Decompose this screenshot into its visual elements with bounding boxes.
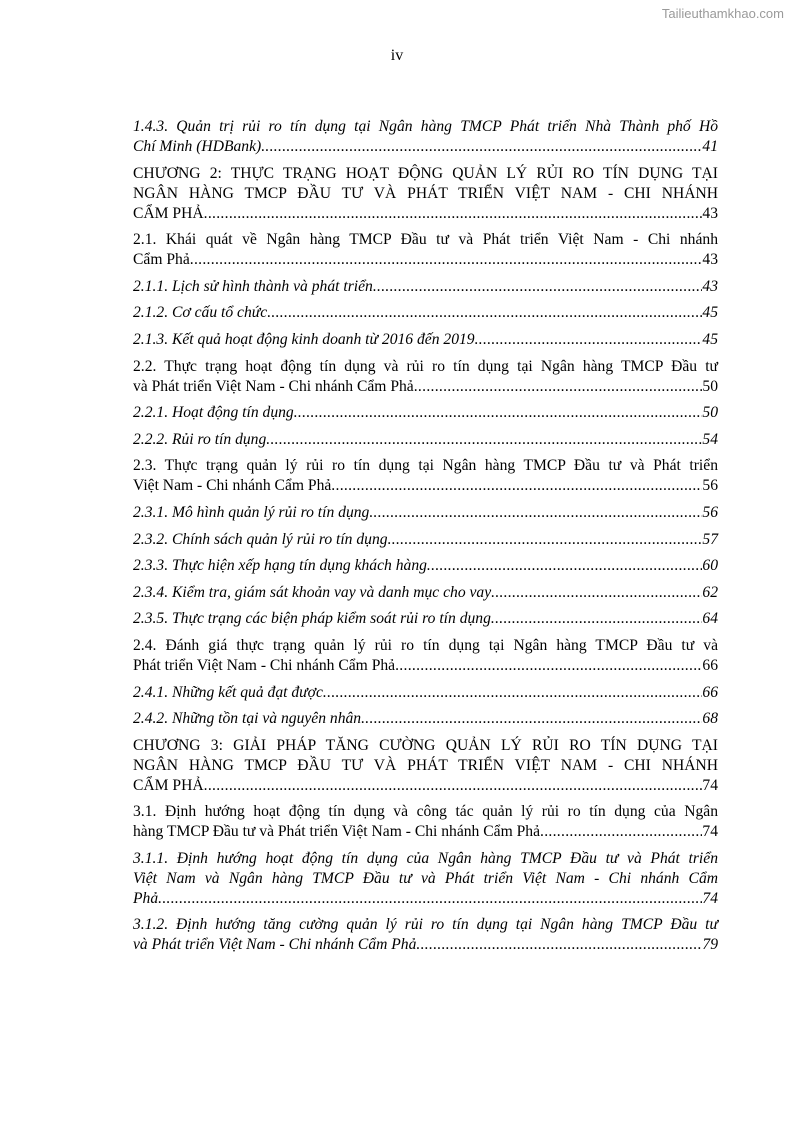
toc-entry-title: 2.3.1. Mô hình quản lý rủi ro tín dụng	[133, 503, 370, 521]
toc-entry-page-number: 43	[702, 277, 718, 295]
dot-leader	[475, 330, 703, 350]
toc-entry-page-number: 41	[702, 138, 718, 155]
toc-entry[interactable]	[133, 430, 718, 450]
toc-entry-title: 2.4.1. Những kết quả đạt được	[133, 683, 323, 701]
dot-leader	[204, 204, 703, 224]
toc-entry[interactable]	[133, 530, 718, 550]
dot-leader	[540, 822, 702, 842]
toc-entry-leader-line	[133, 656, 718, 676]
toc-entry-line: 3.1.1. Định hướng hoạt động tín dụng của Ngân hàng TMCP Đầu tư và Phát triển	[133, 849, 718, 867]
dot-leader	[491, 609, 703, 629]
toc-entry-leader-line	[133, 776, 718, 796]
toc-entry-title: 2.3.3. Thực hiện xếp hạng tín dụng khách hàng	[133, 557, 427, 575]
dot-leader	[361, 709, 702, 729]
toc-entry-title: 2.1.3. Kết quả hoạt động kinh doanh từ 2016 đến 2019	[133, 330, 475, 348]
dot-leader	[331, 476, 702, 496]
toc-entry[interactable]	[133, 915, 718, 955]
toc-entry-page-number: 62	[702, 583, 718, 601]
toc-entry-page-number: 45	[702, 304, 718, 322]
toc-entry-page-number: 56	[702, 477, 718, 495]
toc-entry[interactable]	[133, 609, 718, 629]
toc-entry[interactable]	[133, 709, 718, 729]
toc-entry-title: CẨM PHẢ	[133, 204, 204, 222]
toc-entry[interactable]	[133, 330, 718, 350]
toc-entry-leader-line	[133, 204, 718, 224]
toc-entry-page-number: 60	[702, 557, 718, 575]
toc-entry-leader-line	[133, 822, 718, 842]
toc-entry[interactable]	[133, 357, 718, 397]
toc-entry-leader-line	[133, 277, 718, 297]
toc-entry[interactable]	[133, 303, 718, 323]
toc-entry-title: Cẩm Phả	[133, 251, 190, 269]
toc-entry-title: và Phát triển Việt Nam - Chi nhánh Cẩm Phả	[133, 377, 414, 395]
toc-entry-leader-line	[133, 476, 718, 496]
toc-entry[interactable]	[133, 556, 718, 576]
toc-entry-line: 2.2. Thực trạng hoạt động tín dụng và rủi ro tín dụng tại Ngân hàng TMCP Đầu tư	[133, 357, 718, 375]
dot-leader	[294, 403, 703, 423]
toc-entry[interactable]	[133, 503, 718, 523]
toc-entry-page-number: 57	[702, 530, 718, 548]
toc-entry-line: 1.4.3. Quản trị rủi ro tín dụng tại Ngân hàng TMCP Phát triển Nhà Thành phố Hồ	[133, 118, 718, 135]
toc-entry-leader-line	[133, 303, 718, 323]
toc-entry-page-number: 64	[702, 610, 718, 628]
toc-entry[interactable]	[133, 583, 718, 603]
toc-entry-leader-line	[133, 403, 718, 423]
dot-leader	[395, 656, 702, 676]
toc-entry-page-number: 56	[702, 503, 718, 521]
toc-entry-leader-line	[133, 330, 718, 350]
toc-entry-title: 2.3.2. Chính sách quản lý rủi ro tín dụng	[133, 530, 388, 548]
dot-leader	[323, 683, 702, 703]
dot-leader	[204, 776, 703, 796]
toc-entry-title: 2.4.2. Những tồn tại và nguyên nhân	[133, 710, 362, 728]
toc-entry[interactable]	[133, 164, 718, 224]
dot-leader	[491, 583, 702, 603]
watermark: Tailieuthamkhao.com	[661, 6, 784, 21]
dot-leader	[266, 430, 702, 450]
toc-entry-line: NGÂN HÀNG TMCP ĐẦU TƯ VÀ PHÁT TRIỂN VIỆT NAM - CHI NHÁNH	[133, 184, 718, 202]
toc-entry-title: 2.3.5. Thực trạng các biện pháp kiểm soát rủi ro tín dụng	[133, 610, 491, 628]
toc-entry-leader-line	[133, 137, 718, 157]
toc-entry-title: CẨM PHẢ	[133, 776, 204, 794]
toc-entry-page-number: 43	[702, 251, 718, 269]
dot-leader	[261, 137, 702, 157]
toc-entry-title: Chí Minh (HDBank)	[133, 138, 262, 155]
toc-entry-leader-line	[133, 530, 718, 550]
toc-entry-leader-line	[133, 377, 718, 397]
toc-entry-title: Việt Nam - Chi nhánh Cẩm Phả	[133, 477, 332, 495]
page-number: iv	[390, 47, 404, 64]
toc-entry-title: 2.1.2. Cơ cấu tổ chức	[133, 304, 268, 322]
dot-leader	[388, 530, 703, 550]
toc-entry-line: CHƯƠNG 2: THỰC TRẠNG HOẠT ĐỘNG QUẢN LÝ RỦI RO TÍN DỤNG TẠI	[133, 164, 718, 182]
toc-entry[interactable]	[133, 456, 718, 496]
dot-leader	[369, 503, 702, 523]
toc-entry-title: 2.2.2. Rủi ro tín dụng	[133, 430, 267, 448]
toc-entry-line: Việt Nam và Ngân hàng TMCP Đầu tư và Phát triển Việt Nam - Chi nhánh Cẩm	[133, 869, 718, 887]
toc-entry-line: 2.4. Đánh giá thực trạng quản lý rủi ro tín dụng tại Ngân hàng TMCP Đầu tư và	[133, 636, 718, 654]
dot-leader	[373, 277, 703, 297]
toc-entry-page-number: 43	[702, 204, 718, 222]
toc-entry-leader-line	[133, 889, 718, 909]
toc-entry-page-number: 50	[702, 377, 718, 395]
dot-leader	[414, 377, 703, 397]
toc-entry-page-number: 79	[702, 936, 718, 954]
toc-entry-leader-line	[133, 503, 718, 523]
toc-entry[interactable]	[133, 403, 718, 423]
toc-entry-page-number: 54	[702, 430, 718, 448]
toc-entry-line: 3.1.2. Định hướng tăng cường quản lý rủi ro tín dụng tại Ngân hàng TMCP Đầu tư	[133, 916, 718, 934]
toc-entry-page-number: 66	[702, 683, 718, 701]
dot-leader	[416, 935, 702, 955]
toc-entry-page-number: 66	[702, 656, 718, 674]
toc-entry-line: 2.1. Khái quát về Ngân hàng TMCP Đầu tư và Phát triển Việt Nam - Chi nhánh	[133, 231, 718, 249]
toc-entry-title: 2.2.1. Hoạt động tín dụng	[133, 404, 294, 422]
toc-entry-page-number: 68	[702, 710, 718, 728]
toc-entry-leader-line	[133, 556, 718, 576]
toc-entry-leader-line	[133, 609, 718, 629]
dot-leader	[267, 303, 702, 323]
toc-entry-line: CHƯƠNG 3: GIẢI PHÁP TĂNG CƯỜNG QUẢN LÝ RỦI RO TÍN DỤNG TẠI	[133, 736, 718, 754]
toc-entry[interactable]	[133, 736, 718, 796]
toc-entry-leader-line	[133, 683, 718, 703]
toc-entry-title: và Phát triển Việt Nam - Chi nhánh Cẩm Phả	[133, 936, 417, 954]
toc-entry-page-number: 74	[702, 823, 718, 841]
toc-entry-page-number: 50	[702, 404, 718, 422]
toc-entry[interactable]	[133, 117, 718, 157]
toc-entry[interactable]	[133, 230, 718, 270]
toc-entry-leader-line	[133, 430, 718, 450]
toc-entry[interactable]	[133, 802, 718, 842]
toc-entry-leader-line	[133, 583, 718, 603]
toc-entry-title: 2.3.4. Kiểm tra, giám sát khoản vay và danh mục cho vay	[133, 583, 492, 601]
toc-entry-title: 2.1.1. Lịch sử hình thành và phát triển	[133, 277, 373, 295]
toc-entry-line: 3.1. Định hướng hoạt động tín dụng và công tác quản lý rủi ro tín dụng của Ngân	[133, 803, 718, 821]
toc-entry-leader-line	[133, 250, 718, 270]
toc-entry[interactable]	[133, 849, 718, 909]
toc-entry-title: Phả	[133, 889, 159, 907]
toc-entry-leader-line	[133, 709, 718, 729]
dot-leader	[158, 889, 702, 909]
toc-entry[interactable]	[133, 277, 718, 297]
toc-entry-title: hàng TMCP Đầu tư và Phát triển Việt Nam - Chi nhánh Cẩm Phả	[133, 823, 540, 841]
toc-entry-line: NGÂN HÀNG TMCP ĐẦU TƯ VÀ PHÁT TRIỂN VIỆT NAM - CHI NHÁNH	[133, 756, 718, 774]
toc-entry[interactable]	[133, 683, 718, 703]
table-of-contents	[133, 117, 718, 962]
toc-entry-line: 2.3. Thực trạng quản lý rủi ro tín dụng tại Ngân hàng TMCP Đầu tư và Phát triển	[133, 457, 718, 475]
toc-entry-page-number: 74	[702, 776, 718, 794]
toc-entry-page-number: 45	[702, 330, 718, 348]
toc-entry[interactable]	[133, 636, 718, 676]
toc-entry-leader-line	[133, 935, 718, 955]
dot-leader	[427, 556, 702, 576]
toc-entry-page-number: 74	[702, 889, 718, 907]
dot-leader	[190, 250, 703, 270]
toc-entry-title: Phát triển Việt Nam - Chi nhánh Cẩm Phả	[133, 656, 396, 674]
